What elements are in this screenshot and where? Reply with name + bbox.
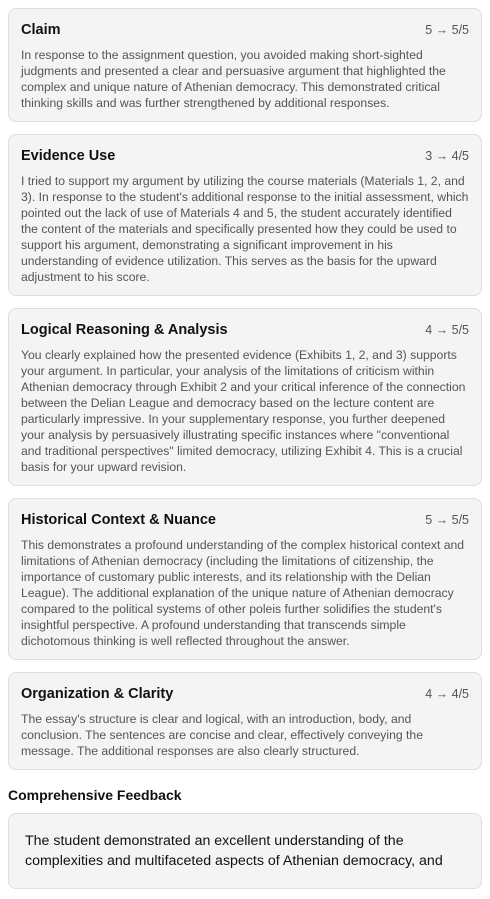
criterion-card-logical-reasoning bbox=[8, 308, 482, 486]
comprehensive-feedback-heading: Comprehensive Feedback bbox=[8, 787, 182, 803]
comprehensive-feedback-text: The student demonstrated an excellent understanding of the complexities and multifaceted aspects of Athenian democracy, and bbox=[8, 813, 482, 889]
criterion-score: 5 → 5/5 bbox=[425, 23, 469, 37]
criterion-description: The essay's structure is clear and logical, with an introduction, body, and conclusion. The sentences are concise and clear, effectively conveying the message. The additional responses are also clearly structured. bbox=[21, 712, 423, 758]
criterion-title: Claim bbox=[21, 22, 61, 38]
criterion-score: 4 → 4/5 bbox=[425, 687, 469, 701]
criterion-title: Evidence Use bbox=[21, 148, 116, 164]
criterion-score: 4 → 5/5 bbox=[425, 323, 469, 337]
criterion-score: 3 → 4/5 bbox=[425, 149, 469, 163]
criterion-title: Logical Reasoning & Analysis bbox=[21, 322, 228, 338]
criterion-card-evidence-use bbox=[8, 134, 482, 296]
criterion-description: In response to the assignment question, you avoided making short-sighted judgments and presented a clear and persuasive argument that highlighted the complex and unique nature of Athenian democracy. This demonstrated critical thinking skills and was further strengthened by additional responses. bbox=[21, 48, 446, 110]
evaluation-panel bbox=[0, 8, 490, 889]
criterion-card-organization bbox=[8, 672, 482, 770]
criterion-description: I tried to support my argument by utilizing the course materials (Materials 1, 2, and 3). In response to the student's additional response to the initial assessment, which pointed out the lack of use of Materials 4 and 5, the student accurately identified the content of the materials and specifically presented how they could be used to support his argument, demonstrating a significant improvement in his understanding of evidence utilization. This serves as the basis for the upward adjustment to his score. bbox=[21, 174, 469, 284]
criterion-description: This demonstrates a profound understanding of the complex historical context and limitations of Athenian democracy (including the limitations of citizenship, the importance of customary public interests, and its relationship with the Delian League). The additional explanation of the unique nature of Athenian democracy compared to the political systems of other poleis further solidifies the student's insightful perspective. A profound understanding that transcends simple dichotomous thinking is well reflected throughout the answer. bbox=[21, 538, 465, 648]
criterion-title: Historical Context & Nuance bbox=[21, 512, 216, 528]
criterion-card-historical-context bbox=[8, 498, 482, 660]
criterion-title: Organization & Clarity bbox=[21, 686, 174, 702]
criterion-card-claim bbox=[8, 8, 482, 122]
criterion-description: You clearly explained how the presented evidence (Exhibits 1, 2, and 3) supports your argument. In particular, your analysis of the limitations of criticism within Athenian democracy through Exhibit 2 and your critical inference of the connection between the Delian League and democracy based on the lecture content are particularly impressive. In your supplementary response, you further deepened your analysis by persuasively illustrating specific instances where "conventional and traditional perspectives" limited democracy, utilizing Exhibit 4. This is a crucial basis for your upward revision. bbox=[21, 348, 466, 474]
criterion-score: 5 → 5/5 bbox=[425, 513, 469, 527]
